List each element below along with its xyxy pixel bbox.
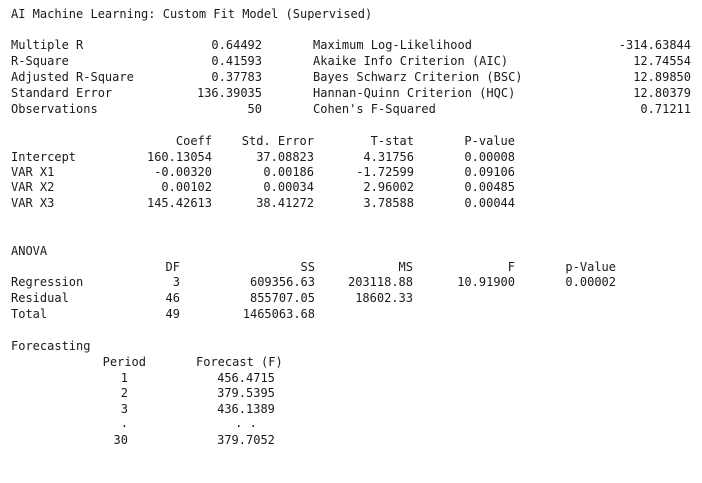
stat-label: Bayes Schwarz Criterion (BSC)	[313, 70, 523, 84]
column-header: DF	[165, 260, 180, 274]
table-cell: 1465063.68	[242, 307, 315, 321]
column-header: P-value	[464, 134, 515, 148]
column-header: Period	[102, 355, 146, 369]
stat-value: 12.80379	[633, 86, 691, 100]
stat-label: Maximum Log-Likelihood	[313, 38, 472, 52]
stat-value: 0.64492	[211, 38, 262, 52]
table-cell: 0.00485	[464, 180, 515, 194]
table-cell: 0.09106	[464, 165, 515, 179]
forecast-cell: 379.7052	[217, 433, 275, 447]
table-cell: 37.08823	[256, 150, 314, 164]
stat-value: 0.71211	[640, 102, 691, 116]
stat-value: 0.37783	[211, 70, 262, 84]
report-title: AI Machine Learning: Custom Fit Model (Supervised)	[11, 7, 373, 21]
stat-value: 50	[247, 102, 262, 116]
table-cell: 0.00002	[565, 275, 616, 289]
column-header: Std. Error	[241, 134, 314, 148]
forecast-cell: 379.5395	[217, 386, 275, 400]
section-title: ANOVA	[11, 244, 48, 258]
table-cell: 2.96002	[363, 180, 414, 194]
stat-label: R-Square	[11, 54, 69, 68]
row-label: Intercept	[11, 150, 77, 164]
stat-value: 12.89850	[633, 70, 691, 84]
stat-label: Akaike Info Criterion (AIC)	[313, 54, 509, 68]
column-header: SS	[300, 260, 315, 274]
column-header: MS	[398, 260, 413, 274]
stat-value: 136.39035	[196, 86, 262, 100]
table-cell: 145.42613	[146, 196, 212, 210]
table-cell: 855707.05	[249, 291, 315, 305]
table-cell: 0.00044	[464, 196, 515, 210]
row-label: Total	[11, 307, 48, 321]
stat-label: Adjusted R-Square	[11, 70, 134, 84]
forecast-cell: 456.4715	[217, 371, 275, 385]
table-cell: 203118.88	[347, 275, 413, 289]
table-cell: 3	[172, 275, 180, 289]
forecast-cell: 436.1389	[217, 402, 275, 416]
table-cell: 49	[165, 307, 180, 321]
table-cell: 3.78588	[363, 196, 414, 210]
column-header: F	[507, 260, 515, 274]
row-label: VAR X2	[11, 180, 55, 194]
column-header: Coeff	[175, 134, 212, 148]
stat-label: Multiple R	[11, 38, 84, 52]
forecast-cell: . .	[235, 416, 257, 430]
row-label: Residual	[11, 291, 69, 305]
section-title: Forecasting	[11, 339, 91, 353]
stat-label: Standard Error	[11, 86, 113, 100]
stat-value: 12.74554	[633, 54, 691, 68]
table-cell: 10.91900	[457, 275, 515, 289]
stat-label: Cohen's F-Squared	[313, 102, 436, 116]
table-cell: 0.00034	[263, 180, 314, 194]
table-cell: 0.00102	[161, 180, 212, 194]
table-cell: 609356.63	[249, 275, 315, 289]
period-cell: 30	[113, 433, 128, 447]
period-cell: 2	[120, 386, 128, 400]
row-label: VAR X1	[11, 165, 55, 179]
stat-label: Hannan-Quinn Criterion (HQC)	[313, 86, 516, 100]
table-cell: 0.00008	[464, 150, 515, 164]
table-cell: 46	[165, 291, 180, 305]
table-cell: 38.41272	[256, 196, 314, 210]
row-label: VAR X3	[11, 196, 55, 210]
table-cell: -1.72599	[356, 165, 414, 179]
period-cell: 1	[120, 371, 128, 385]
column-header: p-Value	[565, 260, 616, 274]
period-cell: 3	[120, 402, 128, 416]
row-label: Regression	[11, 275, 84, 289]
stat-label: Observations	[11, 102, 98, 116]
stat-value: -314.63844	[618, 38, 691, 52]
table-cell: 4.31756	[363, 150, 414, 164]
table-cell: 18602.33	[355, 291, 413, 305]
table-cell: 0.00186	[263, 165, 314, 179]
table-cell: -0.00320	[154, 165, 212, 179]
table-cell: 160.13054	[146, 150, 212, 164]
period-cell: .	[120, 416, 128, 430]
stat-value: 0.41593	[211, 54, 262, 68]
column-header: Forecast (F)	[196, 355, 283, 369]
column-header: T-stat	[370, 134, 414, 148]
